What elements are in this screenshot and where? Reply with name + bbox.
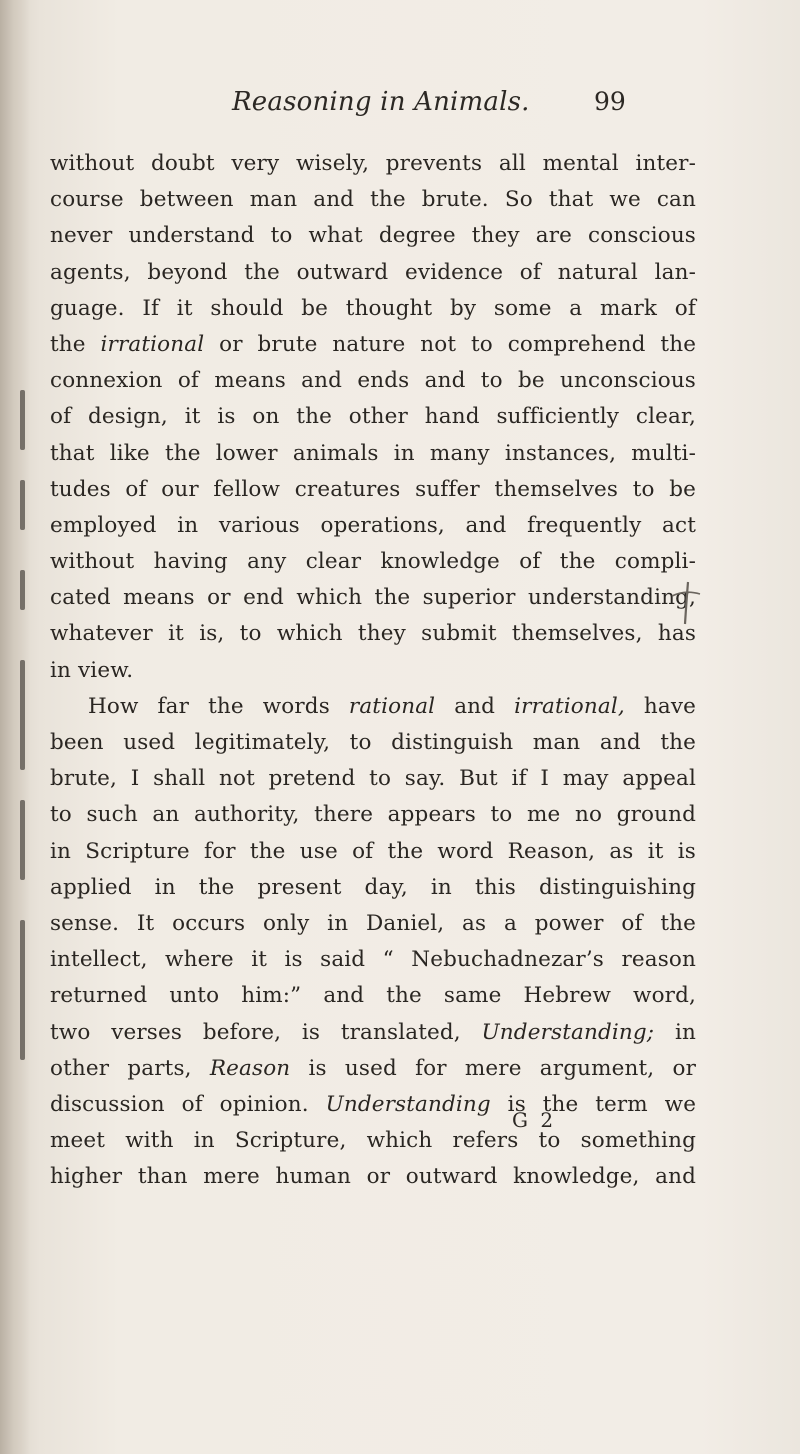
text-line: brute, I shall not pretend to say. But if I may appeal xyxy=(50,766,696,792)
italic-word: rational xyxy=(348,693,436,719)
text-line: whatever it is, to which they submit themselves, has xyxy=(50,621,696,647)
binding-mark xyxy=(20,390,25,450)
text-line: two verses before, is translated, Understanding; in xyxy=(50,1019,696,1045)
text-line: agents, beyond the outward evidence of natural lan- xyxy=(50,259,696,285)
text-line: employed in various operations, and frequently act xyxy=(50,512,696,538)
running-head: Reasoning in Animals. xyxy=(232,87,530,117)
italic-word: Reason xyxy=(209,1055,291,1081)
italic-word: irrational xyxy=(100,331,205,357)
text-line: intellect, where it is said “ Nebuchadnezar’s reason xyxy=(50,947,696,973)
text-line: been used legitimately, to distinguish man and the xyxy=(50,730,696,755)
text-line: connexion of means and ends and to be unconscious xyxy=(50,368,696,394)
text-line: returned unto him:” and the same Hebrew word, xyxy=(50,983,696,1009)
text-line: of design, it is on the other hand sufficiently clear, xyxy=(50,404,696,430)
binding-mark xyxy=(20,570,25,610)
text-line: higher than mere human or outward knowledge, and xyxy=(50,1164,696,1190)
text-line: cated means or end which the superior understanding, xyxy=(50,585,696,611)
text-line: course between man and the brute. So that we can xyxy=(50,187,696,213)
text-line: that like the lower animals in many instances, multi- xyxy=(50,440,696,466)
text-line: never understand to what degree they are conscious xyxy=(50,223,696,249)
text-line: in Scripture for the use of the word Reason, as it is xyxy=(50,838,696,864)
text-line: guage. If it should be thought by some a mark of xyxy=(50,295,696,321)
text-line: tudes of our fellow creatures suffer themselves to be xyxy=(50,476,696,502)
binding-mark xyxy=(20,920,25,1060)
body-text xyxy=(50,146,696,1195)
binding-mark xyxy=(20,800,25,880)
paragraph-start-line: How far the words rational and irrational, have xyxy=(88,693,696,719)
italic-word: irrational, xyxy=(514,693,625,719)
binding-mark xyxy=(20,660,25,770)
page-number: 99 xyxy=(594,87,626,116)
text-line: sense. It occurs only in Daniel, as a power of the xyxy=(50,910,696,936)
binding-mark xyxy=(20,480,25,530)
text-line: to such an authority, there appears to me no ground xyxy=(50,802,696,828)
signature-mark: G 2 xyxy=(512,1108,557,1132)
text-line: in view. xyxy=(50,657,134,683)
page-header xyxy=(0,87,800,127)
italic-word: Understanding xyxy=(325,1091,491,1117)
text-line: without doubt very wisely, prevents all mental inter- xyxy=(50,151,696,176)
pencil-margin-mark xyxy=(668,578,704,628)
italic-word: Understanding; xyxy=(481,1019,655,1045)
text-line: other parts, Reason is used for mere argument, or xyxy=(50,1055,697,1081)
text-line: without having any clear knowledge of the compli- xyxy=(50,549,696,575)
text-line: discussion of opinion. Understanding is the term we xyxy=(50,1091,697,1117)
text-line: applied in the present day, in this distinguishing xyxy=(50,874,696,900)
binding-edge-marks xyxy=(14,360,34,1454)
text-line: meet with in Scripture, which refers to something xyxy=(50,1128,696,1154)
text-line: the irrational or brute nature not to comprehend the xyxy=(50,331,697,357)
